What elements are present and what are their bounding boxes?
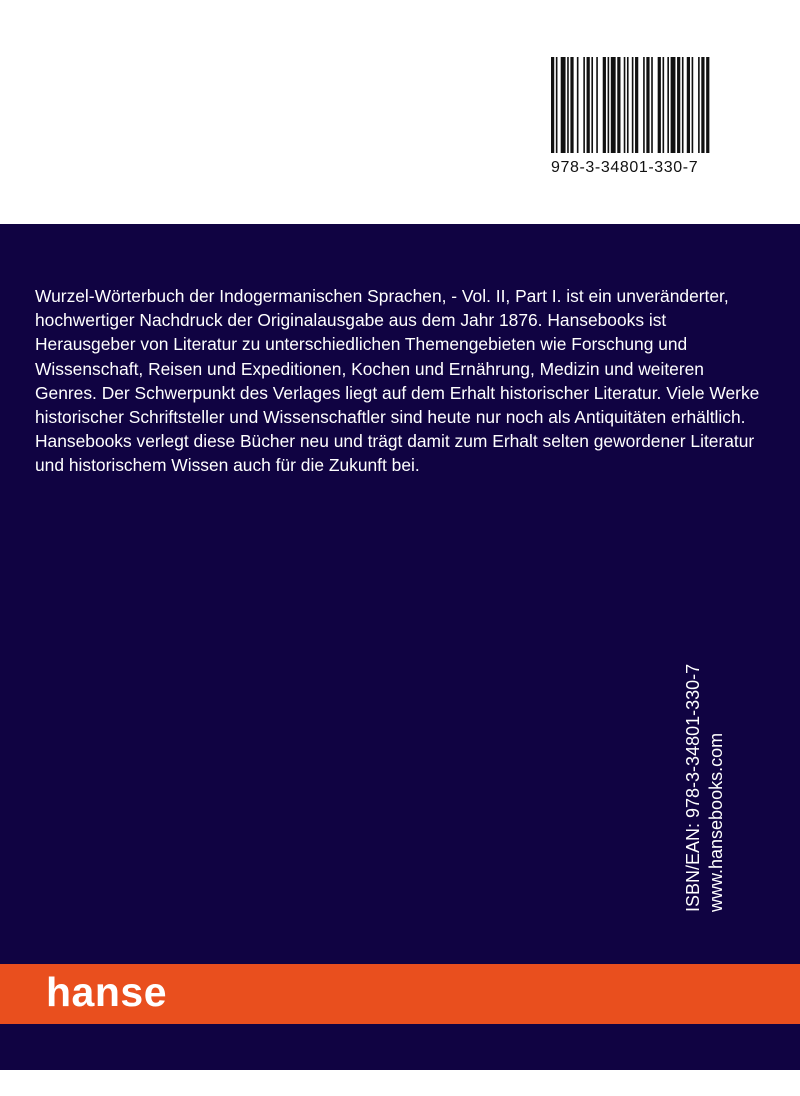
barcode-bar <box>643 57 645 153</box>
barcode-bar <box>663 57 665 153</box>
barcode-bar <box>603 57 606 153</box>
barcode <box>551 57 716 177</box>
top-white-area <box>0 0 800 224</box>
barcode-bar <box>706 57 709 153</box>
barcode-bar <box>667 57 669 153</box>
barcode-bar <box>583 57 585 153</box>
barcode-number: 978-3-34801-330-7 <box>551 159 699 176</box>
barcode-bar <box>701 57 704 153</box>
barcode-bar <box>617 57 620 153</box>
bottom-white-strip <box>0 1070 800 1096</box>
barcode-bar <box>624 57 626 153</box>
barcode-bar <box>671 57 676 153</box>
back-cover-panel <box>0 224 800 964</box>
barcode-bar <box>551 57 554 153</box>
barcode-bar <box>635 57 638 153</box>
book-description: Wurzel-Wörterbuch der Indogermanischen Sprachen, - Vol. II, Part I. ist ein unveränderter, hochwertiger Nachdruck der Originalausgabe aus dem Jahr 1876. Hansebooks ist Herausgeber von Literatur zu unterschiedlichen Themengebieten wie Forschung und Wissenschaft, Reisen und Expeditionen, Kochen und Ernährung, Medizin und weiteren Genres. Der Schwerpunkt des Verlages liegt auf dem Erhalt historischer Literatur. Viele Werke historischer Schriftsteller und Wissenschaftler sind heute nur noch als Antiquitäten erhältlich. Hansebooks verlegt diese Bücher neu und trägt damit zum Erhalt selten gewordener Literatur und historischem Wissen auch für die Zukunft bei. <box>35 286 760 476</box>
barcode-bar <box>561 57 566 153</box>
barcode-bar <box>687 57 690 153</box>
website-text: www.hansebooks.com <box>706 732 726 912</box>
barcode-bar <box>611 57 616 153</box>
barcode-bar <box>591 57 593 153</box>
barcode-bar <box>627 57 629 153</box>
bottom-dark-strip <box>0 1024 800 1070</box>
barcode-bars <box>551 57 711 153</box>
barcode-bar <box>608 57 610 153</box>
spine-info <box>682 664 728 912</box>
barcode-bar <box>587 57 590 153</box>
isbn-text: ISBN/EAN: 978-3-34801-330-7 <box>683 663 703 912</box>
barcode-bar <box>570 57 573 153</box>
barcode-bar <box>567 57 569 153</box>
barcode-bar <box>692 57 694 153</box>
barcode-bar <box>556 57 558 153</box>
barcode-bar <box>698 57 700 153</box>
barcode-bar <box>677 57 680 153</box>
barcode-bar <box>596 57 598 153</box>
barcode-bar <box>577 57 579 153</box>
hanse-logo: hanse <box>46 969 167 1015</box>
barcode-bar <box>651 57 653 153</box>
barcode-bar <box>682 57 684 153</box>
barcode-bar <box>658 57 661 153</box>
barcode-bar <box>646 57 649 153</box>
barcode-bar <box>632 57 634 153</box>
